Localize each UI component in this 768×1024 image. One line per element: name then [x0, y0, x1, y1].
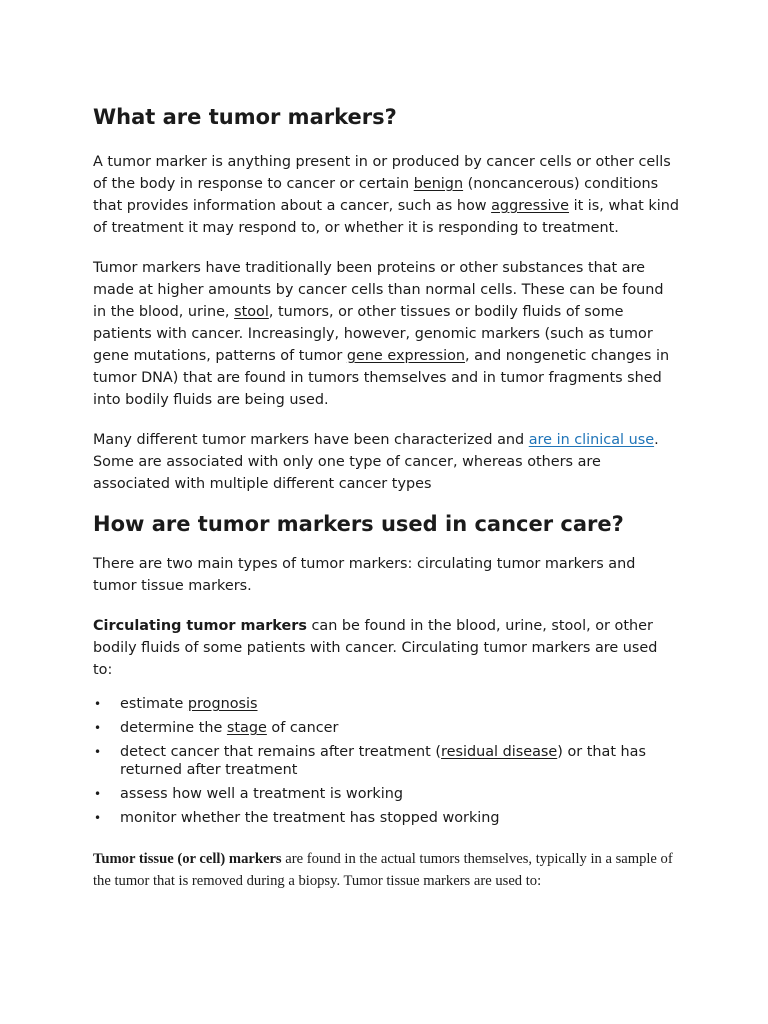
bullet-icon: •: [94, 787, 102, 801]
bullet-icon: •: [94, 811, 102, 825]
text: determine the: [120, 720, 227, 736]
bullet-icon: •: [94, 745, 102, 759]
text: A tumor marker is anything present in or produced by cancer cells or other cells of the body in response to cancer or certain: [93, 154, 671, 192]
link-benign[interactable]: benign: [413, 176, 464, 192]
text: . Some are associated with only one type of cancer, whereas others are associated with multiple different cancer types: [93, 432, 659, 492]
text: estimate: [120, 696, 188, 712]
text: ) or that has returned after treatment: [120, 744, 646, 778]
bold-circulating-tumor-markers: Circulating tumor markers: [93, 618, 307, 634]
bold-tumor-tissue-markers: Tumor tissue (or cell) markers: [93, 851, 282, 867]
link-aggressive[interactable]: aggressive: [491, 198, 570, 214]
text: assess how well a treatment is working: [120, 786, 404, 802]
link-gene-expression[interactable]: gene expression: [346, 348, 465, 364]
link-residual-disease[interactable]: residual disease: [441, 744, 558, 760]
link-prognosis[interactable]: prognosis: [187, 696, 258, 712]
list-item: [93, 719, 679, 737]
link-in-clinical-use[interactable]: are in clinical use: [528, 432, 655, 448]
paragraph-many-markers: [93, 429, 679, 495]
article: [93, 102, 679, 892]
circulating-uses-list: [93, 695, 679, 827]
heading-what-are-tumor-markers: What are tumor markers?: [93, 105, 397, 129]
bullet-icon: •: [94, 721, 102, 735]
list-item: [93, 695, 679, 713]
bullet-icon: •: [94, 697, 102, 711]
list-item: [93, 743, 679, 779]
text: of cancer: [266, 720, 339, 736]
text: , and nongenetic changes in tumor DNA) that are found in tumors themselves and in tumor fragments shed into bodily fluids are being used.: [93, 348, 670, 408]
heading-how-used-in-care: How are tumor markers used in cancer care?: [93, 512, 624, 536]
paragraph-traditional-markers: [93, 257, 679, 411]
text: detect cancer that remains after treatment (: [120, 744, 441, 760]
list-item: [93, 785, 679, 803]
list-item: [93, 809, 679, 827]
text: Tumor markers have traditionally been proteins or other substances that are made at higher amounts by cancer cells than normal cells. These can be found in the blood, urine,: [93, 260, 664, 320]
text: Many different tumor markers have been characterized and: [93, 432, 529, 448]
paragraph-circulating-markers: [93, 615, 679, 681]
text: it is, what kind of treatment it may respond to, or whether it is responding to treatment.: [93, 198, 679, 236]
link-stool[interactable]: stool: [234, 304, 269, 320]
text: are found in the actual tumors themselves, typically in a sample of the tumor that is removed during a biopsy. Tumor tissue markers are used to:: [93, 851, 673, 889]
text: (noncancerous) conditions that provides information about a cancer, such as how: [93, 176, 659, 214]
text: , tumors, or other tissues or bodily fluids of some patients with cancer. Increasingly, however, genomic markers (such as tumor gene mutations, patterns of tumor: [93, 304, 653, 364]
paragraph-two-types: There are two main types of tumor markers: circulating tumor markers and tumor tissue markers.: [93, 556, 636, 594]
text: can be found in the blood, urine, stool, or other bodily fluids of some patients with cancer. Circulating tumor markers are used to:: [93, 618, 658, 678]
paragraph-tissue-markers: [93, 848, 679, 892]
link-stage[interactable]: stage: [226, 720, 267, 736]
text: monitor whether the treatment has stopped working: [120, 810, 500, 826]
paragraph-definition: [93, 151, 679, 239]
